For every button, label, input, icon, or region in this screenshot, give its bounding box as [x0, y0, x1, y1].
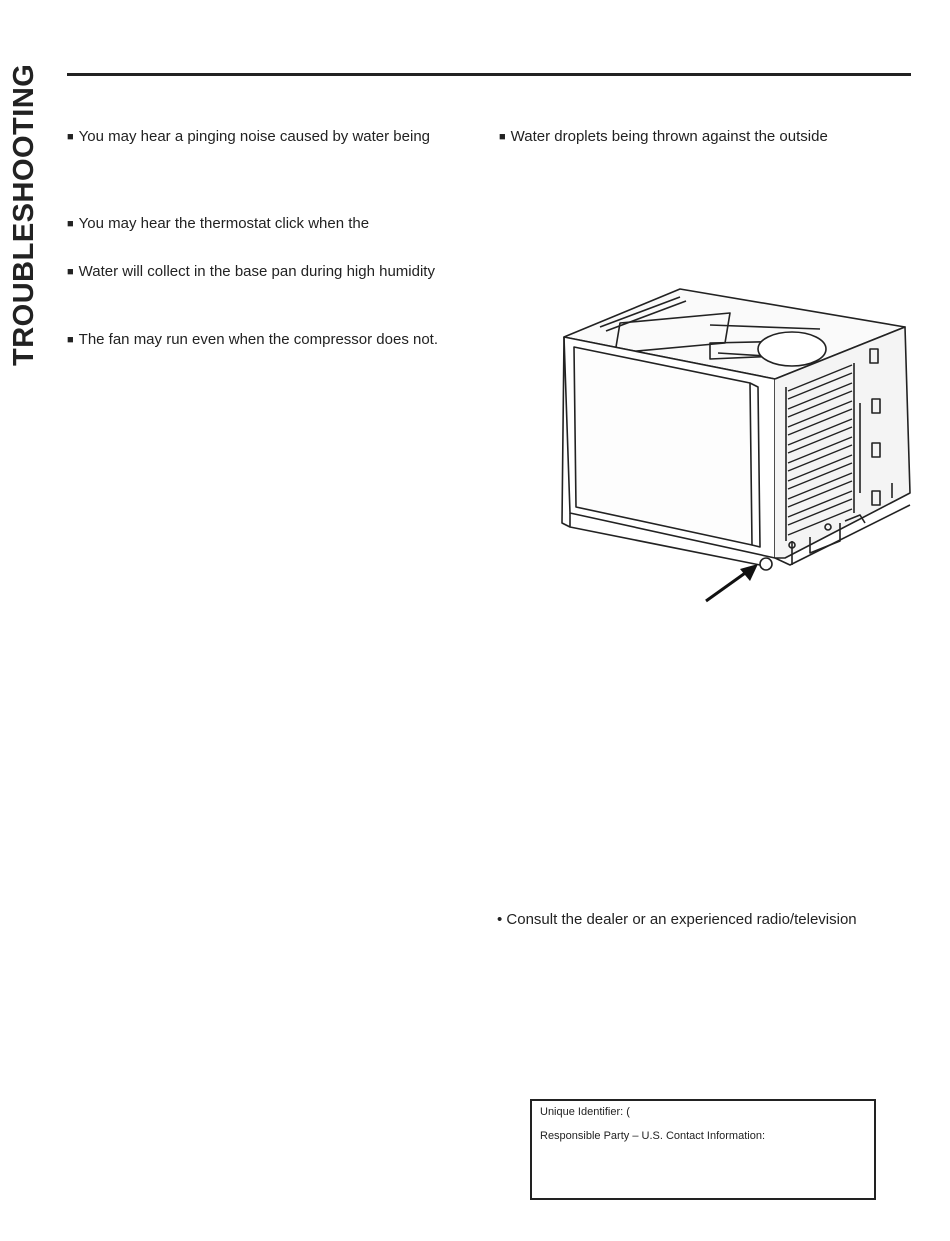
responsible-party-label: Responsible Party – U.S. Contact Information: — [540, 1130, 765, 1142]
drain-arrow-icon — [706, 564, 758, 601]
bullet-square-icon: ■ — [67, 334, 74, 346]
bullet-text: Water droplets being thrown against the outside — [510, 128, 828, 145]
air-conditioner-illustration — [560, 283, 920, 605]
list-item — [67, 128, 430, 147]
bullet-text: You may hear the thermostat click when the — [78, 215, 370, 232]
bullet-square-icon: ■ — [67, 266, 74, 278]
bullet-square-icon: ■ — [67, 131, 74, 143]
section-title: TROUBLESHOOTING — [8, 63, 40, 366]
bullet-text: Water will collect in the base pan during high humidity — [78, 263, 435, 280]
bullet-square-icon: ■ — [499, 131, 506, 143]
list-item — [499, 128, 828, 147]
header-rule — [67, 73, 911, 76]
list-item — [67, 263, 435, 282]
bullet-square-icon: ■ — [67, 218, 74, 230]
consult-note: • Consult the dealer or an experienced radio/television — [497, 911, 857, 928]
fcc-info-box — [530, 1099, 876, 1200]
bullet-text: The fan may run even when the compressor does not. — [78, 331, 439, 348]
list-item — [67, 215, 369, 234]
list-item — [67, 331, 438, 350]
bullet-text: You may hear a pinging noise caused by water being — [78, 128, 431, 145]
unique-identifier-label: Unique Identifier: ( — [540, 1106, 630, 1118]
